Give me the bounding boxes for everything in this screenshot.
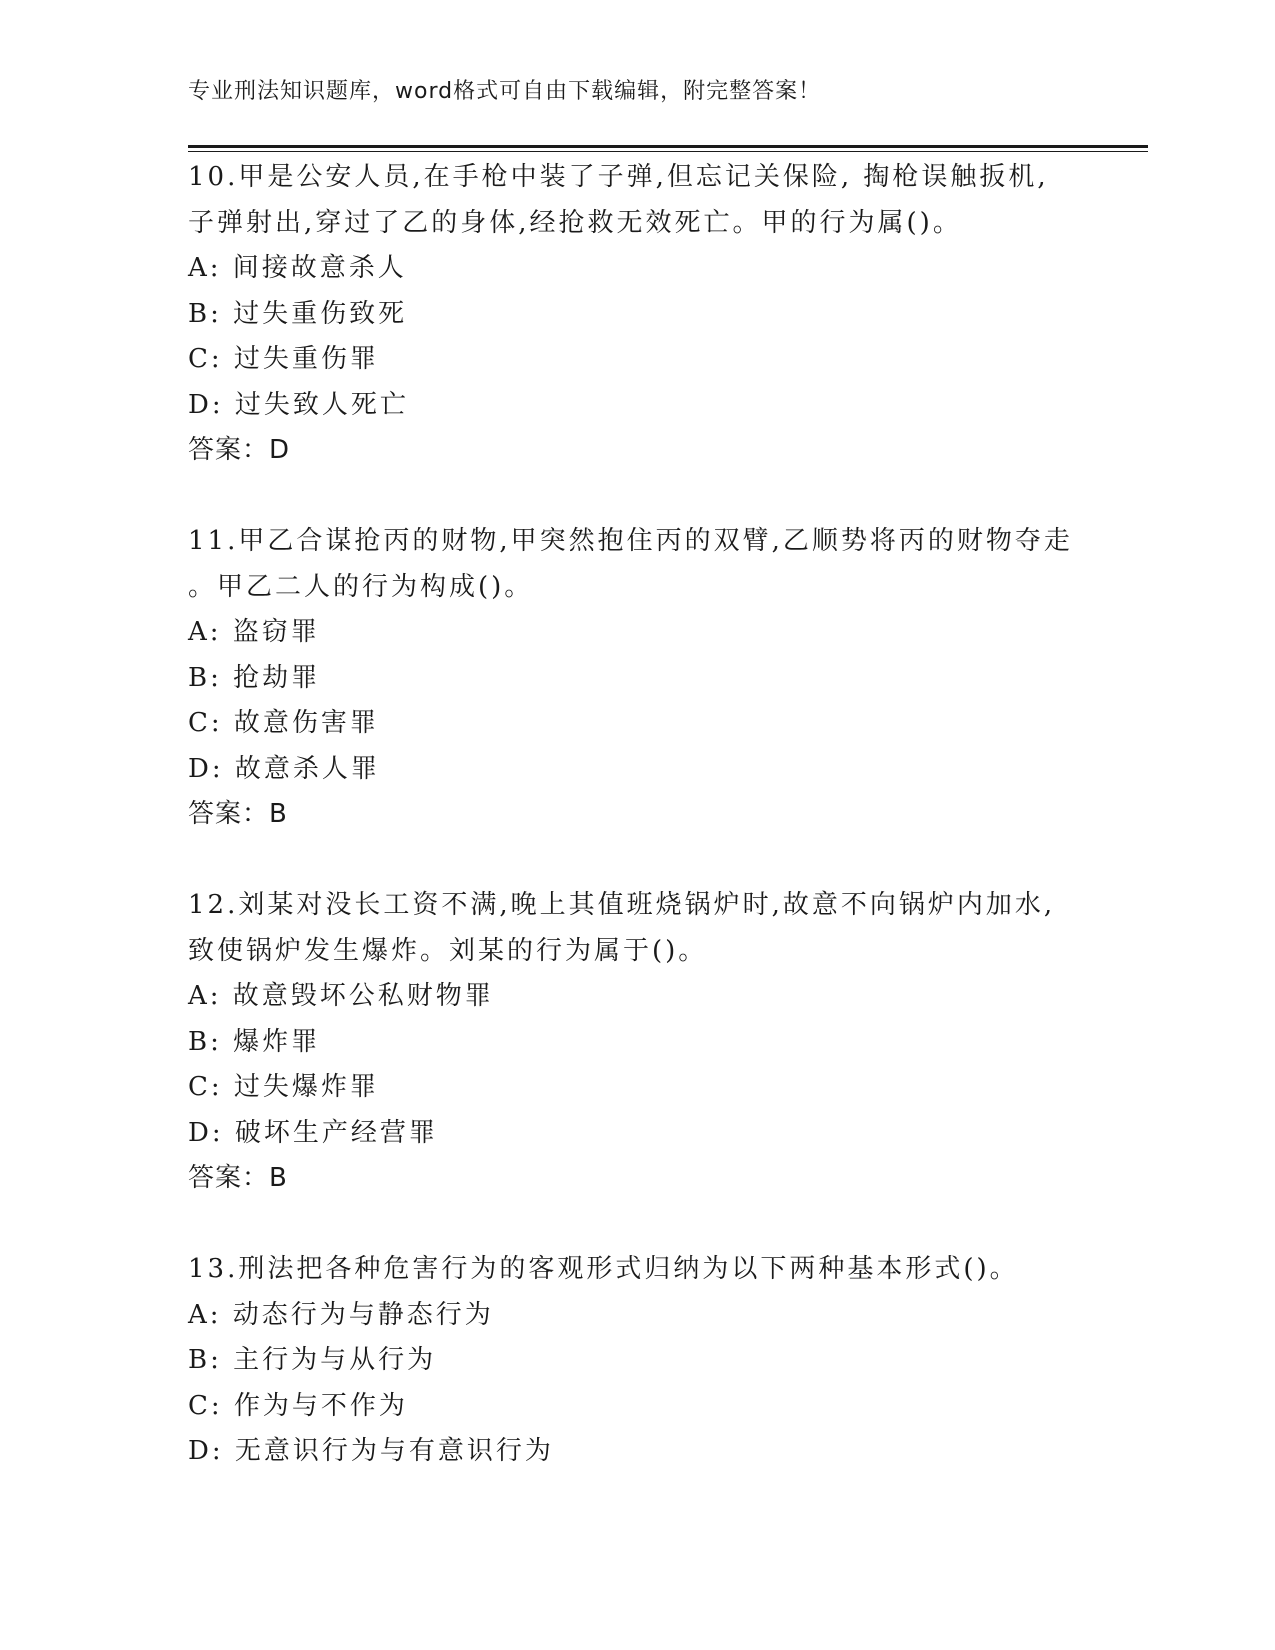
option-c: C: 故意伤害罪 bbox=[188, 708, 379, 738]
option-a: A: 间接故意杀人 bbox=[188, 253, 407, 283]
header-rule-thin bbox=[188, 151, 1148, 152]
option-d: D: 故意杀人罪 bbox=[188, 753, 380, 784]
question-text-line: 10.甲是公安人员,在手枪中装了子弹,但忘记关保险, 掏枪误触扳机, bbox=[188, 162, 1049, 192]
option-d: D: 无意识行为与有意识行为 bbox=[188, 1436, 554, 1466]
question-11 bbox=[188, 519, 1088, 838]
page-header: 专业刑法知识题库，word格式可自由下载编辑，附完整答案！ bbox=[188, 79, 822, 104]
question-spacer bbox=[188, 1202, 1088, 1248]
answer-line: 答案：B bbox=[188, 799, 288, 829]
question-12 bbox=[188, 883, 1088, 1202]
option-d: D: 破坏生产经营罪 bbox=[188, 1117, 438, 1148]
option-b: B: 抢劫罪 bbox=[188, 662, 321, 693]
option-a: A: 盗窃罪 bbox=[188, 617, 320, 647]
question-text-line: 致使锅炉发生爆炸。刘某的行为属于()。 bbox=[188, 935, 708, 966]
question-text-line: 12.刘某对没长工资不满,晚上其值班烧锅炉时,故意不向锅炉内加水, bbox=[188, 890, 1056, 920]
question-list bbox=[188, 155, 1088, 1475]
question-spacer bbox=[188, 474, 1088, 520]
option-b: B: 过失重伤致死 bbox=[188, 298, 408, 329]
question-text-line: 。甲乙二人的行为构成()。 bbox=[188, 571, 534, 602]
option-b: B: 主行为与从行为 bbox=[188, 1345, 437, 1375]
header-rule-thick bbox=[188, 145, 1148, 148]
question-13 bbox=[188, 1247, 1088, 1475]
question-text-line: 13.刑法把各种危害行为的客观形式归纳为以下两种基本形式()。 bbox=[188, 1254, 1019, 1284]
option-a: A: 动态行为与静态行为 bbox=[188, 1299, 494, 1330]
option-c: C: 过失重伤罪 bbox=[188, 344, 379, 374]
answer-line: 答案：B bbox=[188, 1163, 288, 1193]
option-d: D: 过失致人死亡 bbox=[188, 389, 409, 420]
question-10 bbox=[188, 155, 1088, 474]
answer-line: 答案：D bbox=[188, 435, 291, 465]
option-c: C: 过失爆炸罪 bbox=[188, 1072, 379, 1102]
option-c: C: 作为与不作为 bbox=[188, 1390, 408, 1421]
question-text-line: 11.甲乙合谋抢丙的财物,甲突然抱住丙的双臂,乙顺势将丙的财物夺走 bbox=[188, 526, 1073, 556]
option-a: A: 故意毁坏公私财物罪 bbox=[188, 981, 494, 1011]
option-b: B: 爆炸罪 bbox=[188, 1026, 321, 1057]
question-spacer bbox=[188, 838, 1088, 884]
question-text-line: 子弹射出,穿过了乙的身体,经抢救无效死亡。甲的行为属()。 bbox=[188, 207, 962, 238]
